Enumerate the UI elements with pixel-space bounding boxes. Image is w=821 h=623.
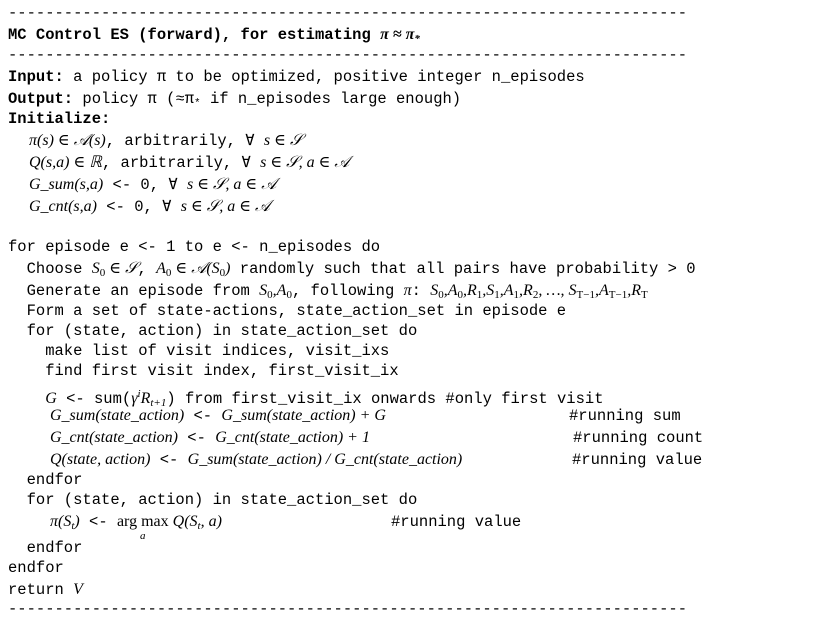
- init-3-text: <- 0, ∀: [103, 176, 187, 194]
- choose-s-set: ∈ 𝒮: [105, 260, 138, 277]
- g-gamma: γ: [131, 390, 138, 407]
- return-line: [8, 580, 83, 600]
- pi-q-close: , a): [200, 513, 222, 530]
- g-sum-line: [8, 384, 604, 409]
- g-r: R: [140, 390, 151, 407]
- output-label: Output:: [8, 90, 74, 108]
- choose-rest: randomly such that all pairs have probability > 0: [230, 260, 696, 278]
- pi-q: Q(S: [168, 513, 198, 530]
- gsum-rhs: G_sum(state_action) + G: [221, 407, 386, 424]
- output-text: policy π (≈π: [73, 90, 195, 108]
- argmax-operator: [116, 512, 169, 542]
- choose-a-set: ∈ 𝒜(S: [171, 260, 220, 277]
- choose-a: A: [156, 260, 166, 277]
- endfor-inner-line: endfor: [8, 471, 83, 489]
- g-i: i: [137, 388, 141, 400]
- policy-comment: #running value: [391, 513, 522, 531]
- choose-a-set-sub: 0: [219, 267, 226, 279]
- for-state-action-line: for (state, action) in state_action_set do: [8, 322, 418, 340]
- choose-text: Choose: [8, 260, 92, 278]
- init-line-4: [29, 197, 270, 217]
- g-indent: [8, 390, 45, 408]
- form-line: Form a set of state-actions, state_action_set in episode e: [8, 302, 567, 320]
- output-line: [8, 89, 461, 109]
- pi-lhs-close: ): [74, 513, 80, 530]
- init-3-math: G_sum(s,a): [29, 176, 104, 193]
- gcnt-lhs: G_cnt(state_action): [50, 429, 178, 446]
- input-text: a policy π to be optimized, positive integer n_episodes: [63, 68, 585, 86]
- title-math: π ≈ π: [380, 26, 415, 43]
- init-line-3: [29, 175, 276, 195]
- gen-pi: π: [403, 282, 412, 299]
- find-first-line: find first visit index, first_visit_ix: [8, 362, 399, 380]
- q-op: <-: [150, 451, 188, 469]
- algorithm-title: [8, 25, 420, 45]
- init-4-math2: s ∈ 𝒮, a ∈ 𝒜: [180, 198, 271, 215]
- gcnt-op: <-: [177, 429, 216, 447]
- g-sum-text: <- sum(: [56, 390, 132, 408]
- gen-a-sub: 0: [286, 289, 292, 301]
- input-label: Input:: [8, 68, 64, 86]
- init-1-math: π(s) ∈ 𝒜(s): [29, 132, 106, 149]
- init-2-math2: s ∈ 𝒮, a ∈ 𝒜: [260, 154, 350, 171]
- q-lhs: Q(state, action): [50, 451, 151, 468]
- init-3-math2: s ∈ 𝒮, a ∈ 𝒜: [186, 176, 277, 193]
- gen-colon: :: [411, 282, 431, 300]
- gen-following: , following: [291, 282, 404, 300]
- q-comment: #running value: [572, 451, 703, 469]
- pi-q-sub: t: [197, 520, 201, 532]
- gsum-comment: #running sum: [569, 407, 681, 425]
- q-update-line: [50, 450, 462, 470]
- policy-update-line: [50, 512, 222, 542]
- choose-line: [8, 259, 696, 279]
- init-1-math2: s ∈ 𝒮: [263, 132, 303, 149]
- q-rhs: G_sum(state_action) / G_cnt(state_action): [187, 451, 463, 468]
- choose-a-sub: 0: [165, 267, 172, 279]
- argmax-under: a: [140, 530, 146, 542]
- choose-s-sub: 0: [99, 267, 106, 279]
- return-var: V: [73, 581, 83, 598]
- title-math-sub: *: [414, 33, 420, 45]
- init-4-text: <- 0, ∀: [96, 198, 181, 216]
- pi-op: <-: [79, 513, 117, 531]
- top-rule: -------------------------------------------------------------------------: [8, 4, 688, 22]
- gsum-lhs: G_sum(state_action): [50, 407, 185, 424]
- g-var: G: [45, 390, 57, 407]
- bottom-rule: -------------------------------------------------------------------------: [8, 600, 688, 618]
- gen-text: Generate an episode from: [8, 282, 260, 300]
- title-rule: -------------------------------------------------------------------------: [8, 46, 688, 64]
- init-line-1: [29, 131, 302, 151]
- input-line: [8, 67, 585, 87]
- choose-comma: ,: [137, 260, 157, 278]
- generate-line: Generate an episode from $S_0,A_0$, following π: $S_0,A_0,R_1,S_1,A_1,R_2$, …, $S_{T-1},A_{T-1},R_T$: [8, 282, 648, 301]
- pi-lhs: π(S: [50, 513, 72, 530]
- init-2-text: , arbitrarily, ∀: [101, 154, 261, 172]
- g-t1: t+1: [150, 397, 167, 409]
- init-4-math: G_cnt(s,a): [29, 198, 97, 215]
- gcnt-update-line: [50, 428, 370, 448]
- endfor-policy-line: endfor: [8, 539, 83, 557]
- endfor-outer-line: endfor: [8, 559, 64, 577]
- return-text: return: [8, 581, 74, 599]
- gen-a: ,A: [272, 282, 287, 299]
- title-text: MC Control ES (forward), for estimating: [8, 26, 381, 44]
- choose-s: S: [91, 260, 100, 277]
- gsum-op: <-: [184, 407, 222, 425]
- gen-s-sub: 0: [267, 289, 273, 301]
- output-tail: if n_episodes large enough): [200, 90, 462, 108]
- gcnt-rhs: G_cnt(state_action) + 1: [215, 429, 370, 446]
- gcnt-comment: #running count: [573, 429, 704, 447]
- argmax-text: arg max: [116, 513, 169, 530]
- gsum-update-line: [50, 406, 386, 426]
- init-2-math: Q(s,a) ∈ ℝ: [29, 154, 102, 171]
- init-1-text: , arbitrarily, ∀: [105, 132, 264, 150]
- make-list-line: make list of visit indices, visit_ixs: [8, 342, 390, 360]
- g-rest: ) from first_visit_ix onwards #only first visit: [166, 390, 604, 408]
- init-line-2: [29, 153, 350, 173]
- choose-a-close: ): [225, 260, 231, 277]
- gen-s: S: [259, 282, 268, 299]
- output-sub: *: [194, 98, 201, 110]
- for-episode-line: for episode e <- 1 to e <- n_episodes do: [8, 238, 381, 256]
- pi-lhs-sub: t: [71, 520, 75, 532]
- for-policy-line: for (state, action) in state_action_set do: [8, 491, 418, 509]
- init-label: Initialize:: [8, 110, 111, 128]
